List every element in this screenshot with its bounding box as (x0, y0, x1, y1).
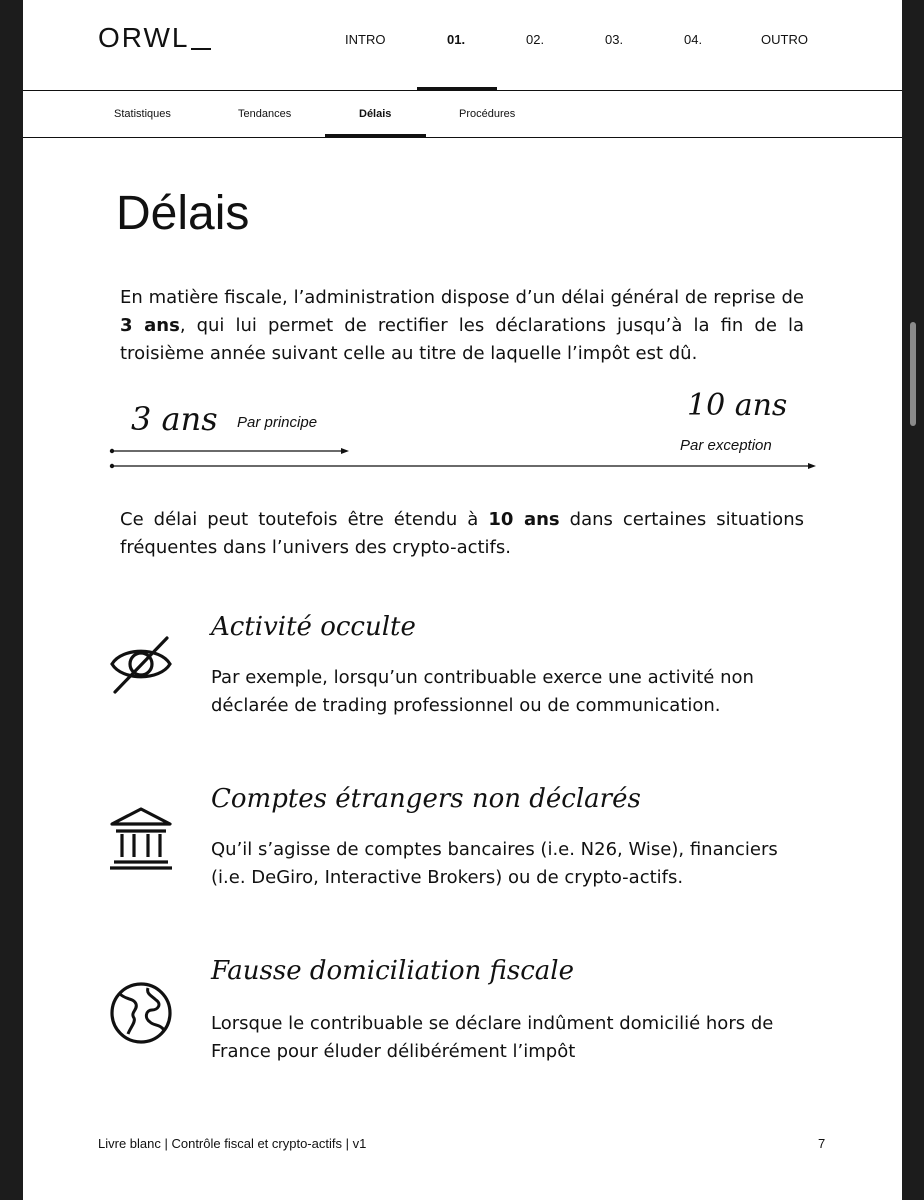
nav-02[interactable]: 02. (526, 32, 545, 47)
intro-paragraph (120, 284, 804, 368)
orwl-logo[interactable]: ORWL (98, 22, 190, 53)
page-title: Délais (116, 187, 250, 240)
logo-underline (191, 48, 211, 50)
extension-paragraph (120, 506, 804, 562)
footer-document-title: Livre blanc | Contrôle fiscal et crypto-actifs | v1 (98, 1136, 367, 1151)
item-title-activite: Activité occulte (211, 612, 416, 642)
tab-delais[interactable]: Délais (359, 108, 392, 120)
nav-outro[interactable]: OUTRO (761, 32, 808, 47)
long-arrow-head (808, 463, 816, 469)
subnav-divider (23, 137, 902, 138)
page-number: 7 (818, 1136, 826, 1151)
tab-tendances[interactable]: Tendances (238, 108, 292, 120)
item-title-domiciliation: Fausse domiciliation fiscale (211, 956, 575, 986)
eye-slash-icon (108, 631, 174, 697)
timeline-short-label: Par principe (237, 414, 318, 431)
extension-bold: 10 ans (488, 509, 560, 530)
item-body-activite: Par exemple, lorsqu’un contribuable exerce une activité non déclarée de trading professionnel ou de communication. (211, 667, 754, 716)
globe-icon (108, 980, 174, 1046)
header-divider (23, 90, 902, 91)
nav-04[interactable]: 04. (684, 32, 703, 47)
extension-text-1: Ce délai peut toutefois être étendu à (120, 509, 489, 530)
timeline-long-value: 10 ans (687, 388, 788, 423)
nav-intro[interactable]: INTRO (345, 32, 386, 47)
intro-bold: 3 ans (120, 315, 180, 336)
bank-icon (108, 806, 174, 872)
item-title-comptes: Comptes étrangers non déclarés (211, 784, 641, 814)
item-body-domiciliation: Lorsque le contribuable se déclare indûment domicilié hors de France pour éluder délibérément l’impôt (211, 1013, 774, 1062)
short-arrow-head (341, 448, 349, 454)
timeline-short-value: 3 ans (131, 400, 218, 438)
scrollbar[interactable] (910, 322, 916, 426)
intro-text-1: En matière fiscale, l’administration dispose d’un délai général de reprise de (120, 287, 804, 308)
intro-text-2: , qui lui permet de rectifier les déclarations jusqu’à la fin de la troisième année suivant celle au titre de laquelle l’impôt est dû. (120, 315, 804, 364)
tab-procedures[interactable]: Procédures (459, 108, 516, 120)
tab-statistiques[interactable]: Statistiques (114, 108, 171, 120)
nav-01[interactable]: 01. (447, 32, 466, 47)
timeline-long-label: Par exception (680, 437, 772, 454)
timeline-arrows (103, 440, 823, 480)
document-page (23, 0, 902, 1200)
extension-text-2: dans certaines situations fréquentes dans l’univers des crypto-actifs. (120, 509, 804, 558)
item-body-comptes: Qu’il s’agisse de comptes bancaires (i.e. N26, Wise), financiers (i.e. DeGiro, Interactive Brokers) ou de crypto-actifs. (211, 839, 778, 888)
nav-03[interactable]: 03. (605, 32, 624, 47)
